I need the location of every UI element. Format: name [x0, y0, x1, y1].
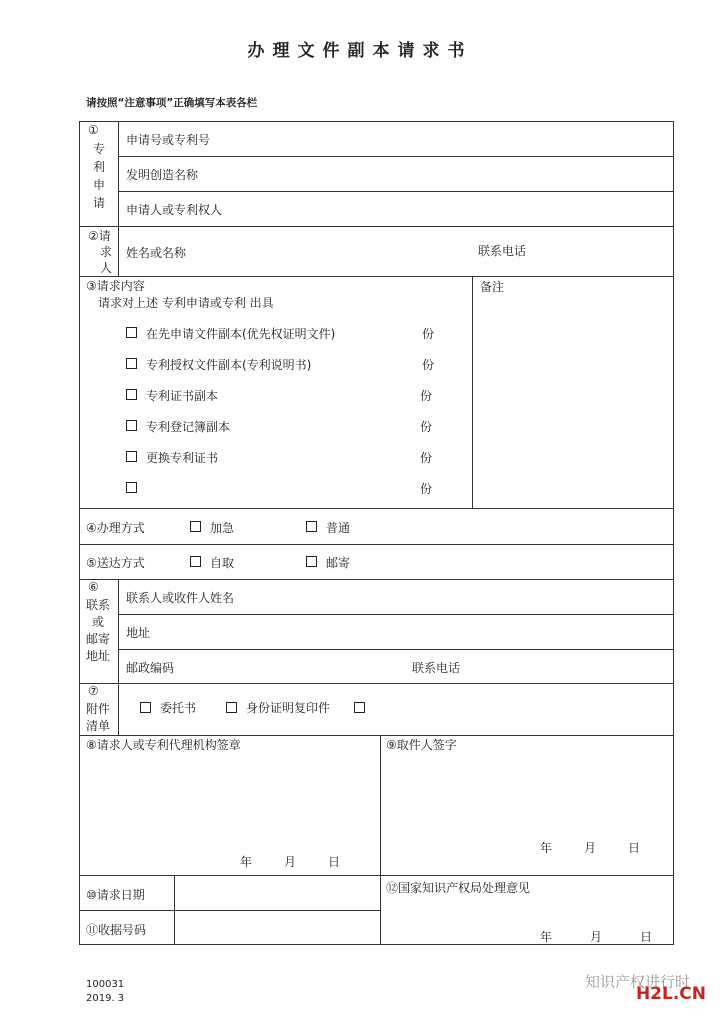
receipt-number-field[interactable] — [175, 911, 380, 945]
sec12-year: 年 — [540, 930, 553, 944]
item-label: 专利登记簿副本 — [146, 420, 231, 434]
normal-label: 普通 — [326, 521, 351, 535]
form-code: 100031 — [86, 979, 125, 990]
sec6-label-1: 联系 — [86, 598, 111, 612]
checkbox-urgent[interactable] — [190, 521, 201, 532]
sec9-day: 日 — [628, 841, 641, 855]
id-copy-label: 身份证明复印件 — [246, 701, 331, 715]
item-unit: 份 — [420, 482, 433, 496]
pickup-signature-label: ⑨取件人签字 — [386, 738, 457, 752]
sec9-month: 月 — [584, 841, 597, 855]
form-title: 办理文件副本请求书 — [247, 41, 473, 61]
item-unit: 份 — [422, 327, 435, 341]
request-date-label: ⑩请求日期 — [86, 888, 145, 902]
requester-name-field[interactable]: 姓名或名称 — [126, 246, 187, 260]
watermark-text: 知识产权进行时 — [584, 973, 690, 991]
sec6-label-2: 或 — [92, 615, 105, 629]
self-pickup-label: 自取 — [210, 556, 235, 570]
sec8-day: 日 — [328, 855, 341, 869]
sec6-num: ⑥ — [88, 580, 99, 594]
sec7-label-1: 附件 — [86, 702, 111, 716]
checkbox-mail[interactable] — [306, 556, 317, 567]
sec1-num: ① — [88, 123, 99, 137]
instruction-note: 请按照“注意事项”正确填写本表各栏 — [86, 97, 258, 109]
checkbox-grant-copy[interactable] — [126, 358, 137, 369]
checkbox-normal[interactable] — [306, 521, 317, 532]
sec7-num: ⑦ — [88, 684, 99, 698]
mail-label: 邮寄 — [326, 556, 351, 570]
checkbox-priority-copy[interactable] — [126, 327, 137, 338]
sec7-label-2: 清单 — [86, 719, 111, 733]
item-unit: 份 — [422, 358, 435, 372]
contact-phone-field[interactable]: 联系电话 — [412, 661, 461, 675]
requester-phone-field[interactable]: 联系电话 — [478, 244, 527, 258]
remark-label: 备注 — [480, 280, 505, 294]
sec12-day: 日 — [640, 930, 653, 944]
checkbox-self-pickup[interactable] — [190, 556, 201, 567]
request-date-field[interactable] — [175, 876, 380, 910]
request-form — [79, 121, 674, 945]
watermark-brand: H2L.CN — [635, 984, 706, 1004]
sec1-label: 专 利 申 请 — [92, 142, 105, 210]
checkbox-id-copy[interactable] — [226, 702, 237, 713]
item-label: 更换专利证书 — [146, 451, 219, 465]
applicant-field[interactable]: 申请人或专利权人 — [126, 203, 223, 217]
requester-signature-area[interactable] — [80, 754, 380, 850]
sec2-label-3: 人 — [100, 261, 113, 275]
item-unit: 份 — [420, 451, 433, 465]
address-field[interactable]: 地址 — [126, 626, 151, 640]
sec12-month: 月 — [590, 930, 603, 944]
checkbox-other[interactable] — [126, 482, 137, 493]
sec6-label-3: 邮寄 — [86, 632, 111, 646]
urgent-label: 加急 — [210, 521, 235, 535]
power-of-attorney-label: 委托书 — [160, 701, 197, 715]
delivery-method-label: ⑤送达方式 — [86, 556, 145, 570]
checkbox-replace-certificate[interactable] — [126, 451, 137, 462]
contact-name-field[interactable]: 联系人或收件人姓名 — [126, 591, 235, 605]
sec8-month: 月 — [284, 855, 297, 869]
sec3-subheading: 请求对上述 专利申请或专利 出具 — [98, 296, 274, 310]
handling-method-label: ④办理方式 — [86, 521, 145, 535]
invention-name-field[interactable]: 发明创造名称 — [126, 168, 199, 182]
sec9-year: 年 — [540, 841, 553, 855]
sec2-num: ②请 — [88, 229, 111, 243]
item-label: 在先申请文件副本(优先权证明文件) — [146, 327, 336, 341]
sec8-year: 年 — [240, 855, 253, 869]
office-opinion-label: ⑫国家知识产权局处理意见 — [386, 881, 531, 895]
requester-signature-label: ⑧请求人或专利代理机构签章 — [86, 738, 241, 752]
checkbox-power-of-attorney[interactable] — [140, 702, 151, 713]
postcode-field[interactable]: 邮政编码 — [126, 661, 175, 675]
item-unit: 份 — [420, 389, 433, 403]
form-date: 2019. 3 — [86, 993, 125, 1004]
checkbox-other-attachment[interactable] — [354, 702, 365, 713]
checkbox-certificate-copy[interactable] — [126, 389, 137, 400]
sec6-label-4: 地址 — [86, 649, 111, 663]
pickup-signature-area[interactable] — [381, 754, 673, 834]
item-label: 专利证书副本 — [146, 389, 219, 403]
item-label: 专利授权文件副本(专利说明书) — [146, 358, 312, 372]
receipt-number-label: ⑪收据号码 — [86, 923, 147, 937]
sec2-label-2: 求 — [100, 245, 113, 259]
sec3-heading: ③请求内容 — [86, 279, 145, 293]
application-number-field[interactable]: 申请号或专利号 — [126, 133, 211, 147]
item-unit: 份 — [420, 420, 433, 434]
checkbox-register-copy[interactable] — [126, 420, 137, 431]
